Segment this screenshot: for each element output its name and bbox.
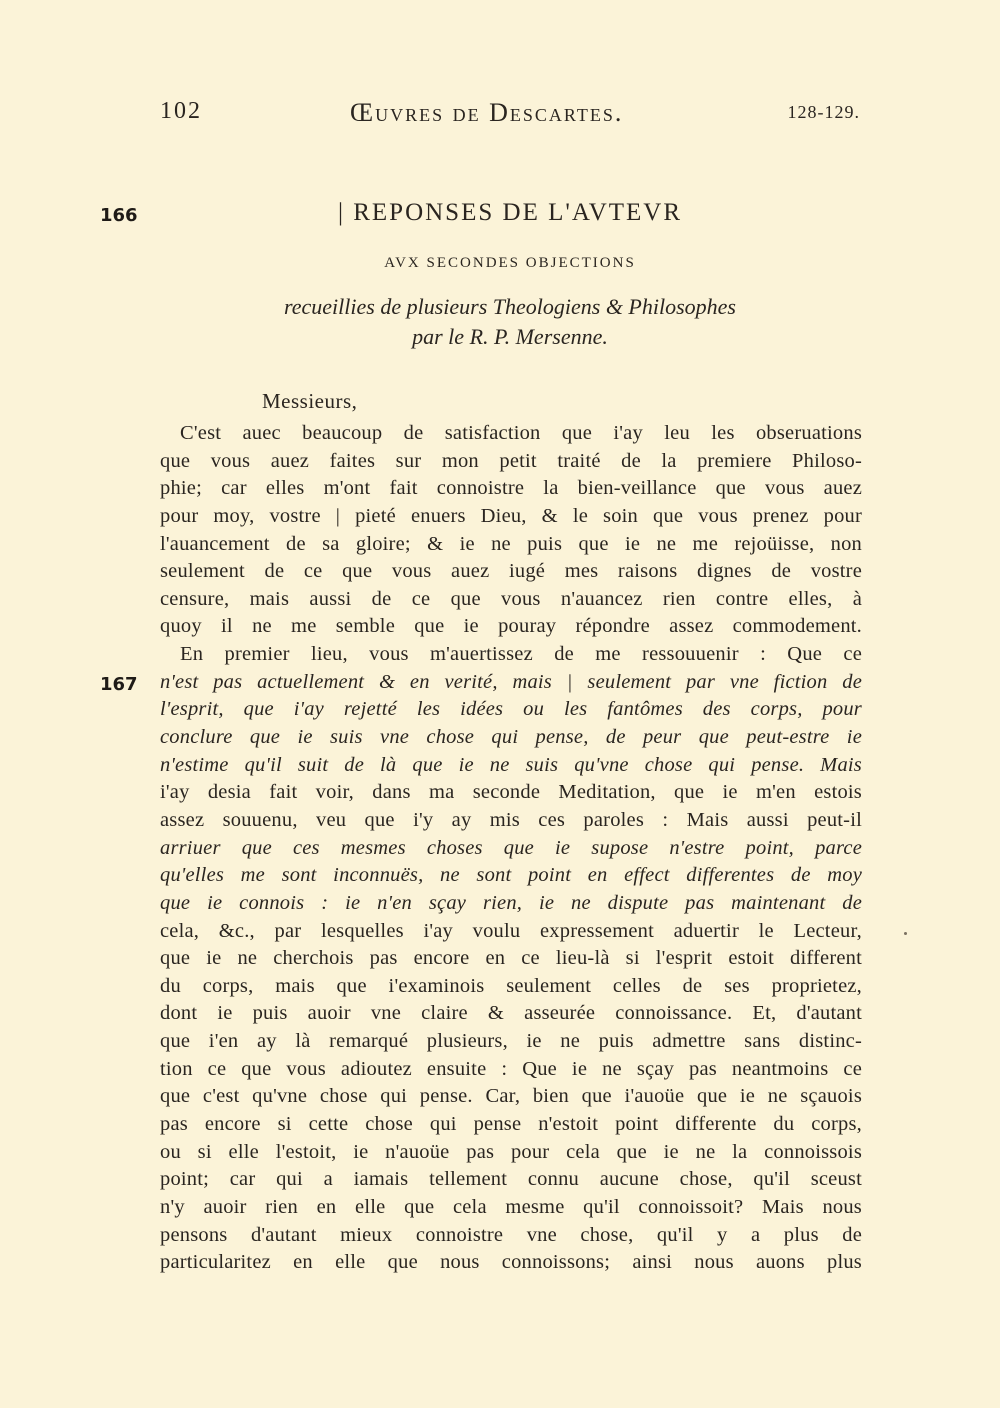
attribution-line: par le R. P. Mersenne. bbox=[412, 324, 608, 349]
section-subtitle: AVX SECONDES OBJECTIONS bbox=[384, 255, 636, 271]
text-line: arriuer que ces mesmes choses que ie supose n'estre point, parce bbox=[160, 836, 862, 859]
text-line: pour moy, vostre | pieté enuers Dieu, & le soin que vous prenez pour bbox=[160, 504, 862, 527]
text-line: du corps, mais que i'examinois seulement celles de ses proprietez, bbox=[160, 974, 862, 997]
margin-number: 167 bbox=[100, 674, 138, 695]
text-line: pensons d'autant mieux connoistre vne chose, qu'il y a plus de bbox=[160, 1223, 862, 1246]
text-line: particularitez en elle que nous connoissons; ainsi nous auons plus bbox=[160, 1251, 862, 1274]
text-line: l'auancement de sa gloire; & ie ne puis que ie ne me rejoüisse, non bbox=[160, 532, 862, 555]
text-line: seulement de ce que vous auez iugé mes raisons dignes de vostre bbox=[160, 560, 862, 583]
running-header bbox=[160, 98, 860, 132]
section-title: | REPONSES DE L'AVTEVR bbox=[337, 199, 683, 226]
text-line: qu'elles me sont inconnuës, ne sont point en effect differentes de moy bbox=[160, 864, 862, 887]
text-line: que ie connois : ie n'en sçay rien, ie ne dispute pas maintenant de bbox=[160, 891, 862, 914]
text-line: ou si elle l'estoit, ie n'auoüe pas pour cela que ie ne la connoissois bbox=[160, 1140, 862, 1163]
text-line: quoy il ne me semble que ie pouray répondre assez commodement. bbox=[160, 615, 862, 638]
text-line: n'y auoir rien en elle que cela mesme qu'il connoissoit? Mais nous bbox=[160, 1195, 862, 1218]
text-line: assez souuenu, veu que i'y ay mis ces paroles : Mais aussi peut-il bbox=[160, 808, 862, 831]
text-line: dont ie puis auoir vne claire & asseurée connoissance. Et, d'autant bbox=[160, 1002, 862, 1025]
text-line: n'est pas actuellement & en verité, mais | seulement par vne fiction de bbox=[160, 670, 862, 693]
text-line: que c'est qu'vne chose qui pense. Car, bien que i'auoüe que ie ne sçauois bbox=[160, 1085, 862, 1108]
text-line: l'esprit, que i'ay rejetté les idées ou les fantômes des corps, pour bbox=[160, 698, 862, 721]
attribution-line: recueillies de plusieurs Theologiens & Philosophes bbox=[284, 294, 736, 319]
text-line: phie; car elles m'ont fait connoistre la bien-veillance que vous auez bbox=[160, 477, 862, 500]
text-line: n'estime qu'il suit de là que ie ne suis qu'vne chose qui pense. Mais bbox=[160, 753, 862, 776]
margin-number: 166 bbox=[100, 205, 138, 226]
text-line: pas encore si cette chose qui pense n'estoit point differente du corps, bbox=[160, 1113, 862, 1136]
text-line: censure, mais aussi de ce que vous n'auancez rien contre elles, à bbox=[160, 587, 862, 610]
text-line: i'ay desia fait voir, dans ma seconde Meditation, que ie m'en estois bbox=[160, 781, 862, 804]
text-line: C'est auec beaucoup de satisfaction que i'ay leu les obseruations bbox=[180, 422, 862, 444]
running-title: Œuvres de Descartes. bbox=[350, 98, 624, 127]
text-line: conclure que ie suis vne chose qui pense, de peur que peut-estre ie bbox=[160, 726, 862, 749]
text-line: que i'en ay là remarqué plusieurs, ie ne puis admettre sans distinc- bbox=[160, 1030, 862, 1053]
page-number: 102 bbox=[160, 98, 202, 124]
print-speck bbox=[904, 932, 907, 935]
page-range: 128-129. bbox=[787, 102, 860, 122]
salutation: Messieurs, bbox=[262, 389, 358, 413]
text-line: que ie ne cherchois pas encore en ce lieu-là si l'esprit estoit different bbox=[160, 947, 862, 970]
text-line: que vous auez faites sur mon petit traité de la premiere Philoso- bbox=[160, 449, 862, 472]
text-line: point; car qui a iamais tellement connu aucune chose, qu'il sceust bbox=[160, 1168, 862, 1191]
text-line: cela, &c., par lesquelles i'ay voulu expressement aduertir le Lecteur, bbox=[160, 919, 862, 942]
section-attribution bbox=[160, 292, 860, 352]
text-line: tion ce que vous adioutez ensuite : Que ie ne sçay pas neantmoins ce bbox=[160, 1057, 862, 1080]
text-line: En premier lieu, vous m'auertissez de me ressouuenir : Que ce bbox=[180, 643, 862, 666]
body-text bbox=[160, 420, 862, 1277]
